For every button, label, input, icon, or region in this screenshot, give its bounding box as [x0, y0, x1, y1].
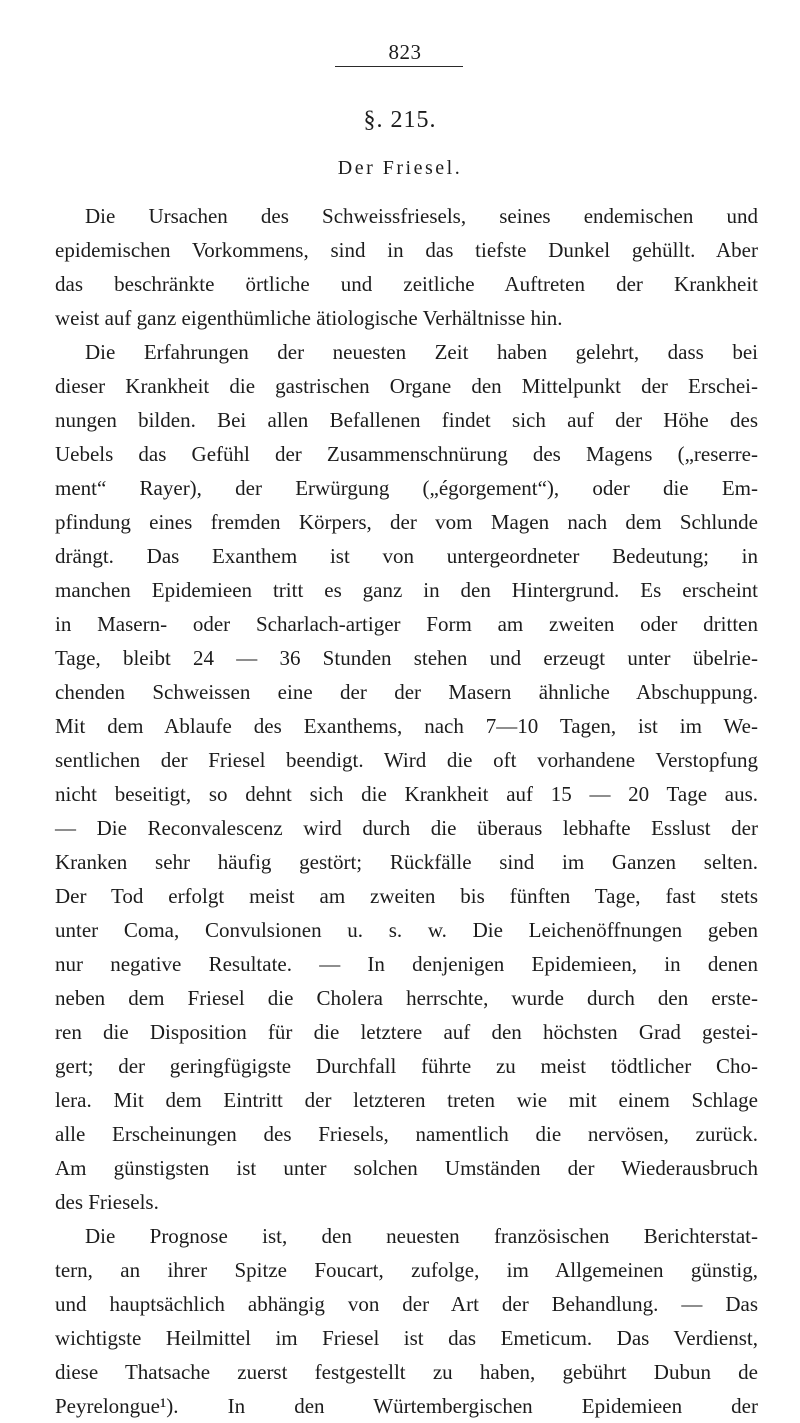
text-line: epidemischen Vorkommens, sind in das tiefste Dunkel gehüllt. Aber	[55, 238, 758, 262]
text-line: drängt. Das Exanthem ist von untergeordneter Bedeutung; in	[55, 544, 758, 568]
text-line: weist auf ganz eigenthümliche ätiologische Verhältnisse hin.	[55, 306, 563, 330]
text-line: Kranken sehr häufig gestört; Rückfälle sind im Ganzen selten.	[55, 850, 758, 874]
text-line: nicht beseitigt, so dehnt sich die Krankheit auf 15 — 20 Tage aus.	[55, 782, 758, 806]
page-number-rule	[335, 66, 463, 67]
text-line: gert; der geringfügigste Durchfall führte zu meist tödtlicher Cho-	[55, 1054, 758, 1078]
text-line: manchen Epidemieen tritt es ganz in den Hintergrund. Es erscheint	[55, 578, 758, 602]
text-line: nungen bilden. Bei allen Befallenen findet sich auf der Höhe des	[55, 408, 758, 432]
text-line: das beschränkte örtliche und zeitliche Auftreten der Krankheit	[55, 272, 758, 296]
section-title: Der Friesel.	[337, 157, 463, 179]
section-number: §. 215.	[363, 107, 437, 133]
text-line: nur negative Resultate. — In denjenigen Epidemieen, in denen	[55, 952, 758, 976]
text-line: in Masern- oder Scharlach-artiger Form am zweiten oder dritten	[55, 612, 758, 636]
text-line: Der Tod erfolgt meist am zweiten bis fünften Tage, fast stets	[55, 884, 758, 908]
text-line: Mit dem Ablaufe des Exanthems, nach 7—10 Tagen, ist im We-	[55, 714, 758, 738]
text-line: unter Coma, Convulsionen u. s. w. Die Leichenöffnungen geben	[55, 918, 758, 942]
page-number: 823	[388, 40, 422, 64]
text-line: Die Ursachen des Schweissfriesels, seines endemischen und	[85, 204, 758, 228]
text-line: — Die Reconvalescenz wird durch die überaus lebhafte Esslust der	[55, 816, 758, 840]
text-line: diese Thatsache zuerst festgestellt zu haben, gebührt Dubun de	[55, 1360, 758, 1384]
text-line: und hauptsächlich abhängig von der Art der Behandlung. — Das	[55, 1292, 758, 1316]
text-line: ren die Disposition für die letztere auf den höchsten Grad gestei-	[55, 1020, 758, 1044]
body-text	[55, 199, 758, 1423]
text-line: lera. Mit dem Eintritt der letzteren treten wie mit einem Schlage	[55, 1088, 758, 1112]
text-line: Tage, bleibt 24 — 36 Stunden stehen und erzeugt unter übelrie-	[55, 646, 758, 670]
text-line: neben dem Friesel die Cholera herrschte, wurde durch den erste-	[55, 986, 758, 1010]
text-line: alle Erscheinungen des Friesels, namentlich die nervösen, zurück.	[55, 1122, 758, 1146]
text-line: sentlichen der Friesel beendigt. Wird die oft vorhandene Verstopfung	[55, 748, 758, 772]
text-line: Die Erfahrungen der neuesten Zeit haben gelehrt, dass bei	[85, 340, 758, 364]
text-line: Am günstigsten ist unter solchen Umständen der Wiederausbruch	[55, 1156, 758, 1180]
text-line: Peyrelongue¹). In den Würtembergischen Epidemieen der	[55, 1394, 758, 1418]
text-line: pfindung eines fremden Körpers, der vom Magen nach dem Schlunde	[55, 510, 758, 534]
text-line: dieser Krankheit die gastrischen Organe den Mittelpunkt der Erschei-	[55, 374, 758, 398]
text-line: ment“ Rayer), der Erwürgung („égorgement“), oder die Em-	[55, 476, 758, 500]
text-line: tern, an ihrer Spitze Foucart, zufolge, im Allgemeinen günstig,	[55, 1258, 758, 1282]
text-line: Die Prognose ist, den neuesten französischen Berichterstat-	[85, 1224, 758, 1248]
text-line: wichtigste Heilmittel im Friesel ist das Emeticum. Das Verdienst,	[55, 1326, 758, 1350]
text-line: des Friesels.	[55, 1190, 159, 1214]
text-line: chenden Schweissen eine der der Masern ähnliche Abschuppung.	[55, 680, 758, 704]
text-line: Uebels das Gefühl der Zusammenschnürung des Magens („reserre-	[55, 442, 758, 466]
